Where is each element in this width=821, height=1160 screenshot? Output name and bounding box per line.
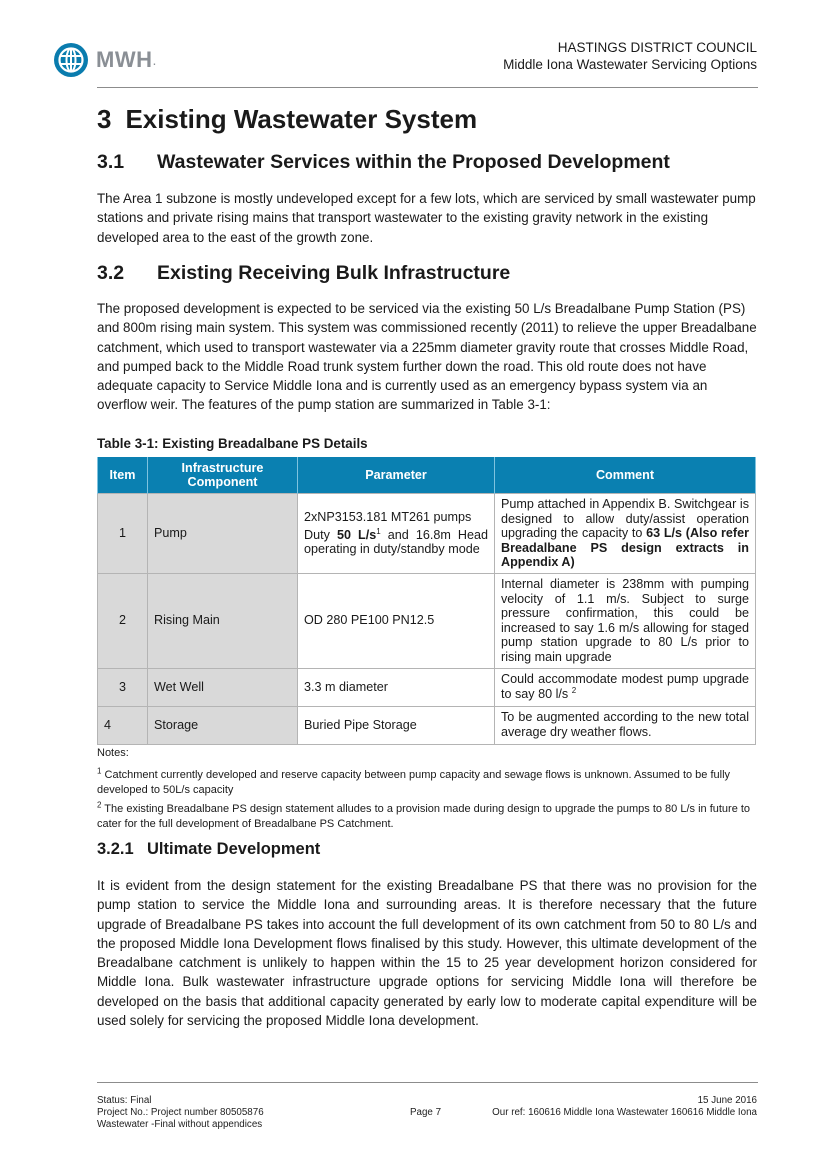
table-row <box>98 706 756 744</box>
footnote-text: Catchment currently developed and reserve capacity between pump capacity and sewage flows is unknown. Assumed to be fully developed to 50L/s capacity <box>97 769 731 796</box>
subsection-number: 3.2 <box>97 262 125 284</box>
date: 15 June 2016 <box>697 1095 757 1106</box>
cell-parameter: 3.3 m diameter <box>298 668 495 706</box>
table-row <box>98 494 756 574</box>
paragraph-3-1: The Area 1 subzone is mostly undeveloped except for a few lots, which are serviced by small wastewater pump stations and private rising mains that transport wastewater to the existing gravity network in the existing developed area to the east of the growth zone. <box>97 191 756 245</box>
subsection-title: Ultimate Development <box>147 840 321 858</box>
cell-parameter: OD 280 PE100 PN12.5 <box>298 573 495 668</box>
duty-flow: 50 L/s <box>336 527 377 542</box>
column-header-parameter: Parameter <box>298 457 495 494</box>
logo-dot: . <box>152 52 157 68</box>
project-title: Middle Iona Wastewater Servicing Options <box>503 57 757 72</box>
paragraph-3-2-1: It is evident from the design statement for the existing Breadalbane PS that there was no provision for the pump station to service the Middle Iona and surrounding areas. It is therefore necessary that the future upgrade of Breadalbane PS takes into account the full development of its own catchment from 50 to 80 L/s and the proposed Middle Iona Development flows finalised by this study. However, this ultimate development of the Breadalbane catchment is unlikely to happen within the 15 to 25 year development horizon considered for Middle Iona. Bulk wastewater infrastructure upgrade options for servicing Middle Iona will therefore be developed on the basis that additional capacity generated by early low to moderate capital expenditure will be used solely for servicing the proposed Middle Iona development. <box>97 878 757 1029</box>
footnote-ref: 2 <box>571 685 577 695</box>
client-name: HASTINGS DISTRICT COUNCIL <box>557 40 757 55</box>
section-number: 3 <box>97 104 112 134</box>
bold-text: 63 L/s (Also refer Breadalbane PS design extracts in Appendix A) <box>501 526 749 570</box>
pump-station-table <box>97 457 756 745</box>
text: Could accommodate modest pump upgrade to say 80 l/s <box>501 672 749 702</box>
paragraph-3-2: The proposed development is expected to be serviced via the existing 50 L/s Breadalbane Pump Station (PS) and 800m rising main system. This system was commissioned recently (2011) to relieve the upper Breadalbane catchment, which used to transport wastewater via a 225mm diameter gravity route that crosses Middle Road, and pumped back to the Middle Road trunk system further down the road. This old route does not have adequate capacity to Service Middle Iona and is currently used as an emergency bypass system via an overflow weir. The features of the pump station are summarized in Table 3-1: <box>97 301 757 413</box>
document-name: Wastewater -Final without appendices <box>97 1119 263 1130</box>
column-header-comment: Comment <box>495 457 756 494</box>
text: and 16.8m Head operating in duty/standby mode <box>304 527 488 557</box>
cell-comment <box>495 668 756 706</box>
subsection-number: 3.2.1 <box>97 840 134 858</box>
subsection-heading-3-1 <box>97 151 670 174</box>
parameter-line <box>304 528 488 557</box>
cell-item: 3 <box>98 668 148 706</box>
table-header-row <box>98 457 756 494</box>
footnote-ref: 1 <box>376 526 381 536</box>
table-row <box>98 573 756 668</box>
page-number: Page 7 <box>410 1107 442 1118</box>
text: Pump attached in Appendix B. Switchgear is designed to allow duty/assist operation upgrading the capacity to <box>501 497 749 541</box>
cell-parameter: Buried Pipe Storage <box>298 706 495 744</box>
cell-comment: To be augmented according to the new total average dry weather flows. <box>495 706 756 744</box>
footnote-marker: 2 <box>97 800 102 810</box>
cell-item: 1 <box>98 494 148 574</box>
subsection-title: Wastewater Services within the Proposed Development <box>157 151 670 173</box>
section-heading <box>97 104 477 135</box>
table-caption: Table 3-1: Existing Breadalbane PS Details <box>97 436 368 451</box>
parameter-line: 2xNP3153.181 MT261 pumps <box>304 510 472 525</box>
subsection-title: Existing Receiving Bulk Infrastructure <box>157 262 511 284</box>
subsection-heading-3-2 <box>97 262 510 285</box>
footnote-marker: 1 <box>97 766 102 776</box>
footnote-2 <box>97 802 757 831</box>
running-header <box>503 39 757 73</box>
footnote-text: The existing Breadalbane PS design statement alludes to a provision made during design to upgrade the pumps to 80 L/s in future to cater for the full development of Breadalbane PS Catchment. <box>97 803 751 830</box>
footer-left <box>97 1095 264 1131</box>
cell-component: Pump <box>148 494 298 574</box>
footer-divider <box>97 1082 758 1083</box>
footer-right <box>492 1095 757 1119</box>
subsection-heading-3-2-1 <box>97 840 320 859</box>
text: Duty <box>304 527 337 542</box>
cell-item: 4 <box>98 706 148 744</box>
section-title: Existing Wastewater System <box>125 104 478 134</box>
globe-icon <box>53 42 89 78</box>
cell-item: 2 <box>98 573 148 668</box>
cell-component: Wet Well <box>148 668 298 706</box>
column-header-item: Item <box>98 457 148 494</box>
company-logo <box>53 42 156 78</box>
our-ref: Our ref: 160616 Middle Iona Wastewater 160616 Middle Iona <box>492 1107 757 1118</box>
status: Status: Final <box>97 1095 152 1106</box>
header-divider <box>97 87 758 88</box>
column-header-component: Infrastructure Component <box>148 457 298 494</box>
notes-label: Notes: <box>97 747 129 759</box>
logo-wordmark: MWH <box>96 47 153 72</box>
table-row <box>98 668 756 706</box>
project-number: Project No.: Project number 80505876 <box>97 1107 264 1118</box>
footnote-1 <box>97 768 757 797</box>
cell-component: Rising Main <box>148 573 298 668</box>
cell-parameter <box>298 494 495 574</box>
subsection-number: 3.1 <box>97 151 125 173</box>
cell-comment: Internal diameter is 238mm with pumping velocity of 1.1 m/s. Subject to surge pressure confirmation, this could be increased to say 1.6 m/s allowing for staged pump station upgrade to 80 L/s prior to rising main upgrade <box>495 573 756 668</box>
cell-comment <box>495 494 756 574</box>
cell-component: Storage <box>148 706 298 744</box>
